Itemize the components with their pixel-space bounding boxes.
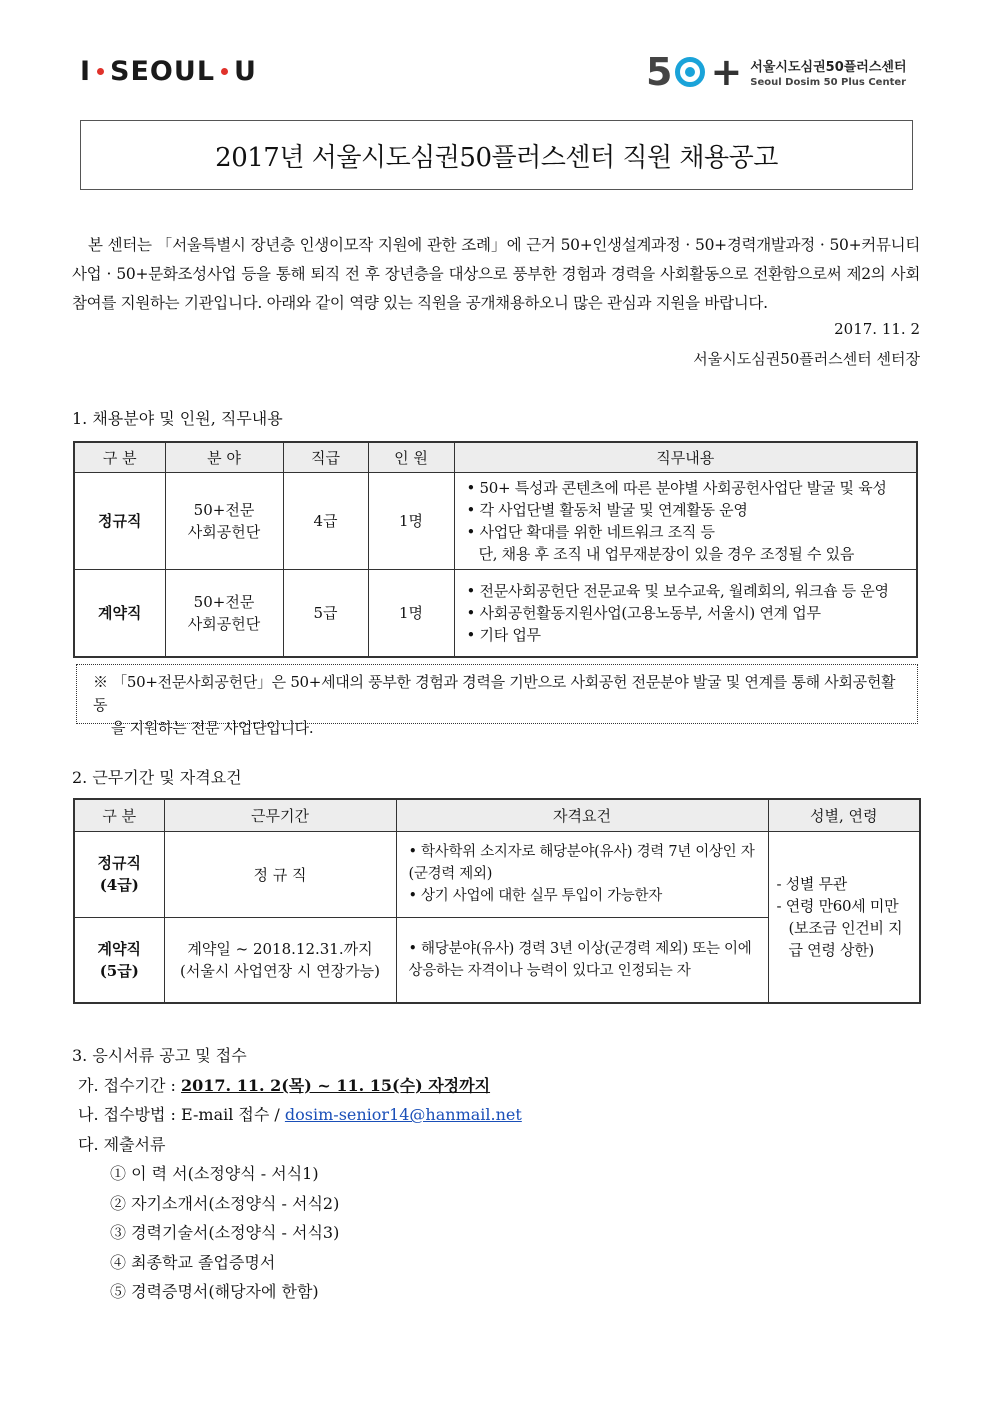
doc-item: ② 자기소개서(소정양식 - 서식2) bbox=[110, 1193, 340, 1213]
row-field: 50+전문 사회공헌단 bbox=[165, 569, 283, 657]
section2-title: 2. 근무기간 및 자격요건 bbox=[72, 768, 242, 787]
table-header-row bbox=[74, 442, 917, 472]
method-label: 나. 접수방법 : E-mail 접수 / bbox=[78, 1105, 285, 1124]
requirement-item: • 상기 사업에 대한 실무 투입이 가능한자 bbox=[408, 888, 662, 904]
col-header-field: 분 야 bbox=[165, 442, 283, 472]
gender-age-item: (보조금 인건비 지급 연령 상한) bbox=[788, 918, 903, 959]
row-duties bbox=[454, 472, 917, 569]
docs-label: 다. 제출서류 bbox=[78, 1134, 166, 1154]
gender-age-cell bbox=[768, 831, 920, 1003]
title-box bbox=[80, 120, 913, 190]
table-header-row bbox=[74, 799, 920, 831]
row-requirements bbox=[396, 831, 768, 917]
duty-item: • 사회공헌활동지원사업(고용노동부, 서울시) 연계 업무 bbox=[466, 603, 821, 622]
logo-part-u: U bbox=[234, 56, 257, 87]
row-type: 계약직 (5급) bbox=[74, 917, 164, 1003]
row-grade: 4급 bbox=[283, 472, 368, 569]
col-header-gender-age: 성별, 연령 bbox=[768, 799, 920, 831]
gender-age-item: - 연령 만60세 미만 bbox=[776, 896, 899, 915]
table-row bbox=[74, 472, 917, 569]
row-type: 계약직 bbox=[74, 569, 165, 657]
col-header-type: 구 분 bbox=[74, 442, 165, 472]
section3-title: 3. 응시서류 공고 및 접수 bbox=[72, 1046, 247, 1065]
method-row bbox=[72, 1100, 522, 1130]
email-link[interactable]: dosim-senior14@hanmail.net bbox=[284, 1105, 522, 1124]
logo-part-i: I bbox=[80, 56, 92, 87]
notice-date: 2017. 11. 2 bbox=[834, 320, 920, 338]
logo-dot-icon bbox=[97, 68, 104, 75]
doc-item: ⑤ 경력증명서(해당자에 한함) bbox=[110, 1282, 319, 1301]
row-period: 계약일 ~ 2018.12.31.까지 (서울시 사업연장 시 연장가능) bbox=[164, 917, 396, 1003]
doc-item: ④ 최종학교 졸업증명서 bbox=[110, 1252, 276, 1272]
doc-item: ③ 경력기술서(소정양식 - 서식3) bbox=[110, 1223, 340, 1242]
row-type: 정규직 bbox=[74, 472, 165, 569]
qualification-table bbox=[73, 798, 921, 1004]
row-duties bbox=[454, 569, 917, 657]
duty-item: • 기타 업무 bbox=[466, 625, 541, 644]
col-header-grade: 직급 bbox=[283, 442, 368, 472]
col-header-count: 인 원 bbox=[368, 442, 454, 472]
row-count: 1명 bbox=[368, 472, 454, 569]
row-field: 50+전문 사회공헌단 bbox=[165, 472, 283, 569]
logo-plus: + bbox=[710, 50, 743, 94]
logo-part-seoul: SEOUL bbox=[110, 56, 216, 87]
duty-item: • 각 사업단별 활동처 발굴 및 연계활동 운영 bbox=[466, 500, 748, 519]
logo-five: 5 bbox=[646, 50, 673, 94]
center-name-en: Seoul Dosim 50 Plus Center bbox=[750, 77, 907, 88]
duty-item: • 사업단 확대를 위한 네트워크 조직 등 bbox=[466, 522, 715, 541]
note-line: 을 지원하는 전문 사업단입니다. bbox=[111, 719, 314, 737]
signer: 서울시도심권50플러스센터 센터장 bbox=[693, 350, 920, 368]
center-logo bbox=[646, 50, 907, 94]
requirement-item: • 해당분야(유사) 경력 3년 이상(군경력 제외) 또는 이에 상응하는 자격이나 능력이 있다고 인정되는 자 bbox=[408, 940, 752, 979]
logo-dot-icon bbox=[221, 68, 228, 75]
table-row bbox=[74, 831, 920, 917]
period-row bbox=[72, 1071, 522, 1101]
application-section bbox=[72, 1041, 522, 1307]
note-box bbox=[76, 664, 918, 737]
row-requirements bbox=[396, 917, 768, 1003]
period-label: 가. 접수기간 : bbox=[78, 1075, 182, 1095]
doc-item: ① 이 력 서(소정양식 - 서식1) bbox=[110, 1164, 319, 1183]
requirement-item: • 학사학위 소지자로 해당분야(유사) 경력 7년 이상인 자 (군경력 제외) bbox=[408, 844, 755, 882]
table-row bbox=[74, 569, 917, 657]
section1-title: 1. 채용분야 및 인원, 직무내용 bbox=[72, 409, 283, 428]
seoul-logo bbox=[80, 56, 257, 87]
row-period: 정 규 직 bbox=[164, 831, 396, 917]
duty-item: 단, 채용 후 조직 내 업무재분장이 있을 경우 조정될 수 있음 bbox=[478, 544, 855, 563]
gender-age-item: - 성별 무관 bbox=[776, 874, 847, 893]
col-header-requirements: 자격요건 bbox=[396, 799, 768, 831]
intro-paragraph: 본 센터는 「서울특별시 장년층 인생이모작 지원에 관한 조례」에 근거 50+인생설계과정 · 50+경력개발과정 · 50+커뮤니티사업 · 50+문화조성사업 등을 통해 퇴직 전 후 장년층을 대상으로 풍부한 경험과 경력을 사회활동으로 전환함으로써 제2의 사회참여를 지원하는 기관입니다. 아래와 같이 역량 있는 직원을 공개채용하오니 많은 관심과 지원을 바랍니다. bbox=[72, 236, 920, 312]
row-grade: 5급 bbox=[283, 569, 368, 657]
recruitment-table bbox=[73, 441, 918, 658]
col-header-period: 근무기간 bbox=[164, 799, 396, 831]
row-type: 정규직 (4급) bbox=[74, 831, 164, 917]
duty-item: • 전문사회공헌단 전문교육 및 보수교육, 월례회의, 워크숍 등 운영 bbox=[466, 581, 889, 600]
page-title: 2017년 서울시도심권50플러스센터 직원 채용공고 bbox=[215, 142, 778, 173]
duty-item: • 50+ 특성과 콘텐츠에 따른 분야별 사회공헌사업단 발굴 및 육성 bbox=[466, 478, 887, 497]
row-count: 1명 bbox=[368, 569, 454, 657]
period-value: 2017. 11. 2(목) ~ 11. 15(수) 자정까지 bbox=[181, 1075, 491, 1095]
note-line: ※ 「50+전문사회공헌단」은 50+세대의 풍부한 경험과 경력을 기반으로 사회공헌 전문분야 발굴 및 연계를 통해 사회공헌활동 bbox=[93, 673, 896, 714]
col-header-duties: 직무내용 bbox=[454, 442, 917, 472]
col-header-type: 구 분 bbox=[74, 799, 164, 831]
fifty-plus-icon bbox=[646, 50, 742, 94]
center-name bbox=[750, 56, 906, 88]
ring-icon bbox=[675, 57, 705, 87]
center-name-ko: 서울시도심권50플러스센터 bbox=[750, 60, 907, 75]
